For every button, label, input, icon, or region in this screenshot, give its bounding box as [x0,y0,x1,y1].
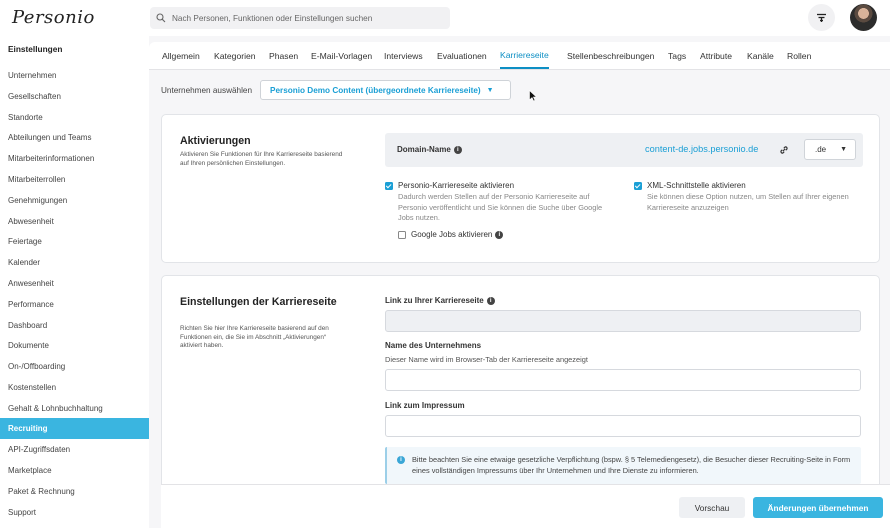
user-avatar[interactable] [850,4,877,31]
sidebar-item-label: Unternehmen [8,71,57,80]
apply-changes-button[interactable]: Änderungen übernehmen [753,497,883,518]
career-page-checkbox-label: Personio-Karriereseite aktivieren [398,181,515,190]
sidebar-item-api[interactable] [0,439,149,460]
sidebar-item-kalender[interactable] [0,252,149,273]
imprint-notice-text: Bitte beachten Sie eine etwaige gesetzliche Verpflichtung (bspw. § 5 Telemediengesetz), die Besucher dieser Recruiting-Seite in Form eines vollständigen Impressums über Ihr Unternehmen und Ihre Dienste zu informieren. [412,455,851,475]
sidebar-item-label: Gehalt & Lohnbuchhaltung [8,404,103,413]
sidebar-item-label: Standorte [8,113,43,122]
career-link-label-text: Link zu Ihrer Karriereseite [385,296,484,305]
sidebar-item-unternehmen[interactable] [0,65,149,86]
info-icon: i [397,456,405,464]
sidebar-item-label: Marketplace [8,466,52,475]
filter-icon [816,12,827,23]
sidebar-item-paket[interactable] [0,481,149,502]
company-name-label: Name des Unternehmens [385,341,482,350]
sidebar-item-label: On-/Offboarding [8,362,66,371]
info-icon[interactable]: i [454,146,462,154]
sidebar-item-label: Kalender [8,258,41,267]
tab-attribute[interactable]: Attribute [700,50,733,61]
sidebar-item-performance[interactable] [0,294,149,315]
sidebar-item-label: Anwesenheit [8,279,54,288]
sidebar-item-label: Dokumente [8,341,49,350]
sidebar-item-kostenstellen[interactable] [0,377,149,398]
sidebar-item-genehmigungen[interactable] [0,190,149,211]
sidebar-item-standorte[interactable] [0,107,149,128]
tab-tags[interactable]: Tags [668,50,687,61]
chevron-down-icon: ▼ [486,86,494,94]
sidebar-item-label: Recruiting [8,424,48,433]
activations-title: Aktivierungen [180,135,251,147]
sidebar-item-anwesenheit[interactable] [0,273,149,294]
sidebar-item-label: Gesellschaften [8,92,61,101]
main-content [149,36,890,528]
domain-label [397,145,462,154]
sidebar-item-abwesenheit[interactable] [0,211,149,232]
filter-button[interactable] [808,4,835,31]
recruiting-tabs [149,42,890,70]
tab-interviews[interactable]: Interviews [384,50,423,61]
info-icon[interactable]: i [487,297,495,305]
company-name-field[interactable] [385,369,861,391]
sidebar-item-label: Dashboard [8,321,48,330]
sidebar-item-label: Abwesenheit [8,217,54,226]
tld-value: .de [815,145,827,154]
sidebar-item-abteilungen[interactable] [0,127,149,148]
company-select-label: Unternehmen auswählen [161,86,253,95]
company-name-hint: Dieser Name wird im Browser-Tab der Karriereseite angezeigt [385,355,588,364]
settings-sidebar [0,36,149,528]
career-page-checkbox[interactable] [385,182,393,190]
tab-stellenbeschreibungen[interactable]: Stellenbeschreibungen [567,50,655,61]
company-select-value: Personio Demo Content (übergeordnete Karriereseite) [270,85,481,95]
sidebar-item-mitarbeiterrollen[interactable] [0,169,149,190]
sidebar-item-recruiting[interactable] [0,418,149,439]
sidebar-item-onboarding[interactable] [0,356,149,377]
sidebar-item-label: Support [8,508,37,517]
tab-karriereseite[interactable]: Karriereseite [500,42,549,69]
info-icon[interactable]: i [495,231,503,239]
sidebar-item-marketplace[interactable] [0,460,149,481]
tab-rollen[interactable]: Rollen [787,50,812,61]
sidebar-item-feiertage[interactable] [0,231,149,252]
sidebar-item-label: Mitarbeiterrollen [8,175,66,184]
career-settings-description: Richten Sie hier Ihre Karriereseite basierend auf den Funktionen ein, die Sie im Abschnitt „Aktivierungen“ aktiviert haben. [180,325,329,350]
search-icon [156,13,166,23]
google-jobs-checkbox[interactable] [398,231,406,239]
tab-evaluationen[interactable]: Evaluationen [437,50,487,61]
career-page-checkbox-description: Dadurch werden Stellen auf der Personio Karriereseite auf Personio veröffentlicht und Sie können die Suche über Google Jobs nutzen. [398,192,603,222]
tab-allgemein[interactable]: Allgemein [162,50,200,61]
chevron-down-icon: ▼ [840,146,847,153]
imprint-link-field[interactable] [385,415,861,437]
sidebar-item-gehalt[interactable] [0,398,149,419]
tab-email-vorlagen[interactable]: E-Mail-Vorlagen [311,50,373,61]
sidebar-item-dashboard[interactable] [0,315,149,336]
sidebar-item-label: Paket & Rechnung [8,487,75,496]
xml-checkbox-label: XML-Schnittstelle aktivieren [647,181,746,190]
career-link-label [385,296,495,305]
sidebar-item-dokumente[interactable] [0,335,149,356]
career-settings-title: Einstellungen der Karriereseite [180,296,337,308]
tab-kategorien[interactable]: Kategorien [214,50,256,61]
preview-button[interactable]: Vorschau [679,497,745,518]
sidebar-title: Einstellungen [8,44,63,54]
company-select-dropdown[interactable] [260,80,511,100]
personio-logo[interactable]: Personio [12,7,95,28]
imprint-notice [385,447,861,484]
activations-description: Aktivieren Sie Funktionen für Ihre Karriereseite basierend auf Ihren persönlichen Einstellungen. [180,151,343,167]
sidebar-item-label: Feiertage [8,237,42,246]
tab-kanaele[interactable]: Kanäle [747,50,774,61]
google-jobs-label-text: Google Jobs aktivieren [411,230,493,239]
activations-card [161,114,880,263]
tab-phasen[interactable]: Phasen [269,50,299,61]
xml-checkbox[interactable] [634,182,642,190]
mouse-cursor-icon [529,90,537,102]
search-bar[interactable] [150,7,450,29]
sidebar-item-label: Abteilungen und Teams [8,133,92,142]
tld-select[interactable] [804,139,856,160]
search-input[interactable] [172,14,442,23]
career-link-field[interactable] [385,310,861,332]
sidebar-item-label: Kostenstellen [8,383,57,392]
domain-row [385,133,863,167]
domain-value[interactable]: content-de.jobs.personio.de [645,144,759,154]
sidebar-item-label: API-Zugriffsdaten [8,445,71,454]
imprint-link-label: Link zum Impressum [385,401,465,410]
sidebar-item-label: Mitarbeiterinformationen [8,154,95,163]
action-footer [161,484,890,528]
top-bar [0,0,890,36]
sidebar-item-mitarbeiterinformationen[interactable] [0,148,149,169]
sidebar-item-label: Genehmigungen [8,196,68,205]
domain-label-text: Domain-Name [397,145,451,154]
sidebar-item-label: Performance [8,300,54,309]
sidebar-item-support[interactable] [0,502,149,523]
sidebar-item-gesellschaften[interactable] [0,86,149,107]
link-icon[interactable] [779,145,789,155]
xml-checkbox-description: Sie können diese Option nutzen, um Stellen auf Ihrer eigenen Karriereseite anzuzeigen [647,192,849,212]
google-jobs-checkbox-label [411,230,503,239]
